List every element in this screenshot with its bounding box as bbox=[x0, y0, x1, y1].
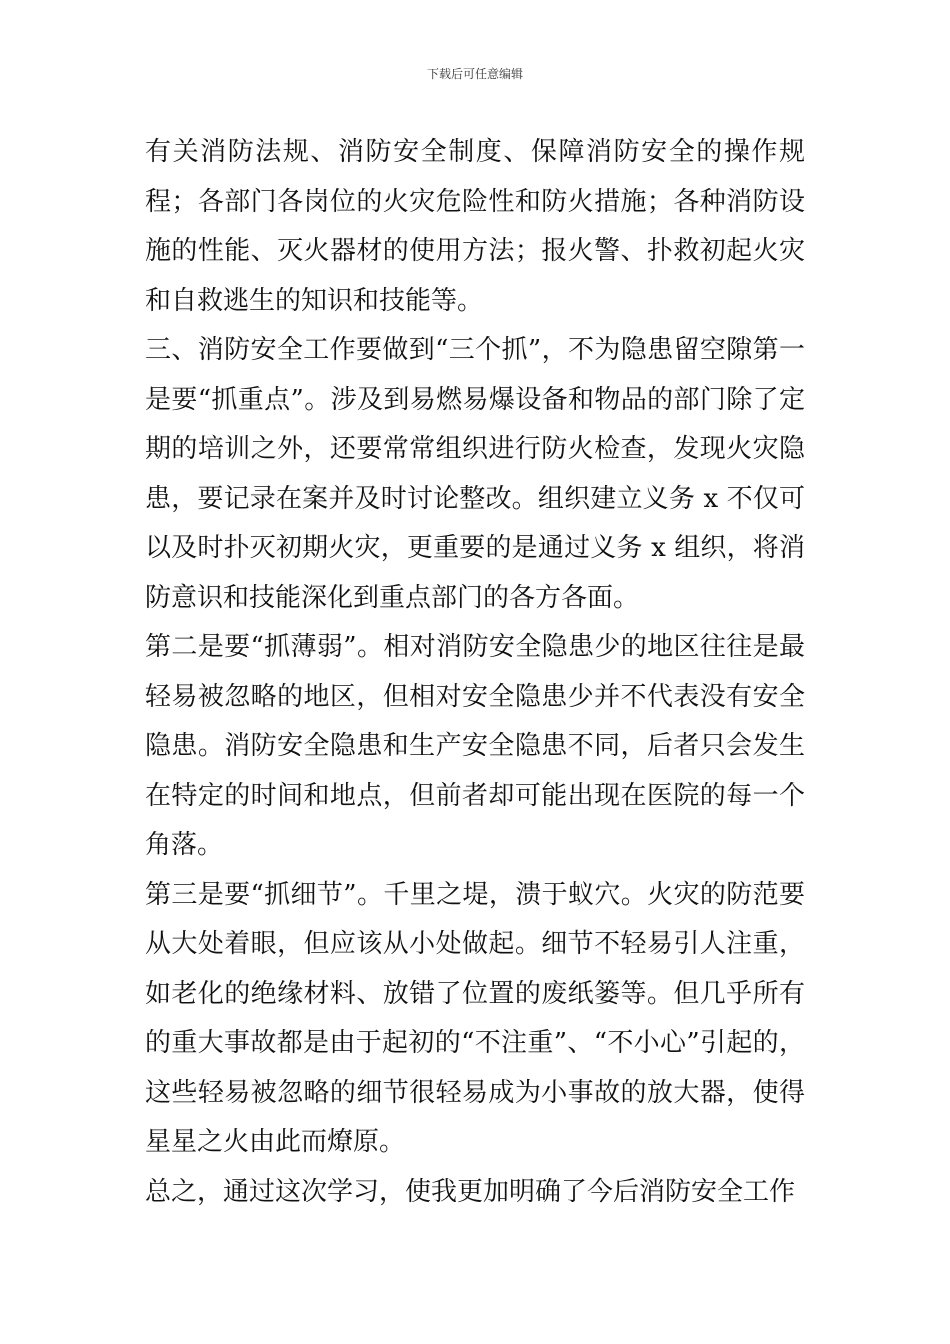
page-header: 下载后可任意编辑 bbox=[426, 67, 523, 81]
paragraph-2: 三、消防安全工作要做到“三个抓”，不为隐患留空隙第一是要“抓重点”。涉及到易燃易爆设备和物品的部门除了定期的培训之外，还要常常组织进行防火检查，发现火灾隐患，要记录在案并及时讨论整改。组织建立义务 x 不仅可以及时扑灭初期火灾，更重要的是通过义务 x 组织，将消防意识和技能深化到重点部门的各方各面。 bbox=[145, 335, 805, 613]
paragraph-5: 总之，通过这次学习，使我更加明确了今后消防安全工作 bbox=[145, 1176, 796, 1207]
paragraph-4: 第三是要“抓细节”。千里之堤，溃于蚁穴。火灾的防范要从大处着眼，但应该从小处做起。细节不轻易引人注重，如老化的绝缘材料、放错了位置的废纸篓等。但几乎所有的重大事故都是由于起初的“不注重”、“不小心”引起的，这些轻易被忽略的细节很轻易成为小事故的放大器，使得星星之火由此而燎原。 bbox=[145, 879, 805, 1157]
paragraph-1: 有关消防法规、消防安全制度、保障消防安全的操作规程；各部门各岗位的火灾危险性和防火措施；各种消防设施的性能、灭火器材的使用方法；报火警、扑救初起火灾和自救逃生的知识和技能等。 bbox=[145, 137, 805, 316]
document-body bbox=[145, 128, 805, 1217]
paragraph-3: 第二是要“抓薄弱”。相对消防安全隐患少的地区往往是最轻易被忽略的地区，但相对安全隐患少并不代表没有安全隐患。消防安全隐患和生产安全隐患不同，后者只会发生在特定的时间和地点，但前者却可能出现在医院的每一个角落。 bbox=[145, 632, 805, 860]
